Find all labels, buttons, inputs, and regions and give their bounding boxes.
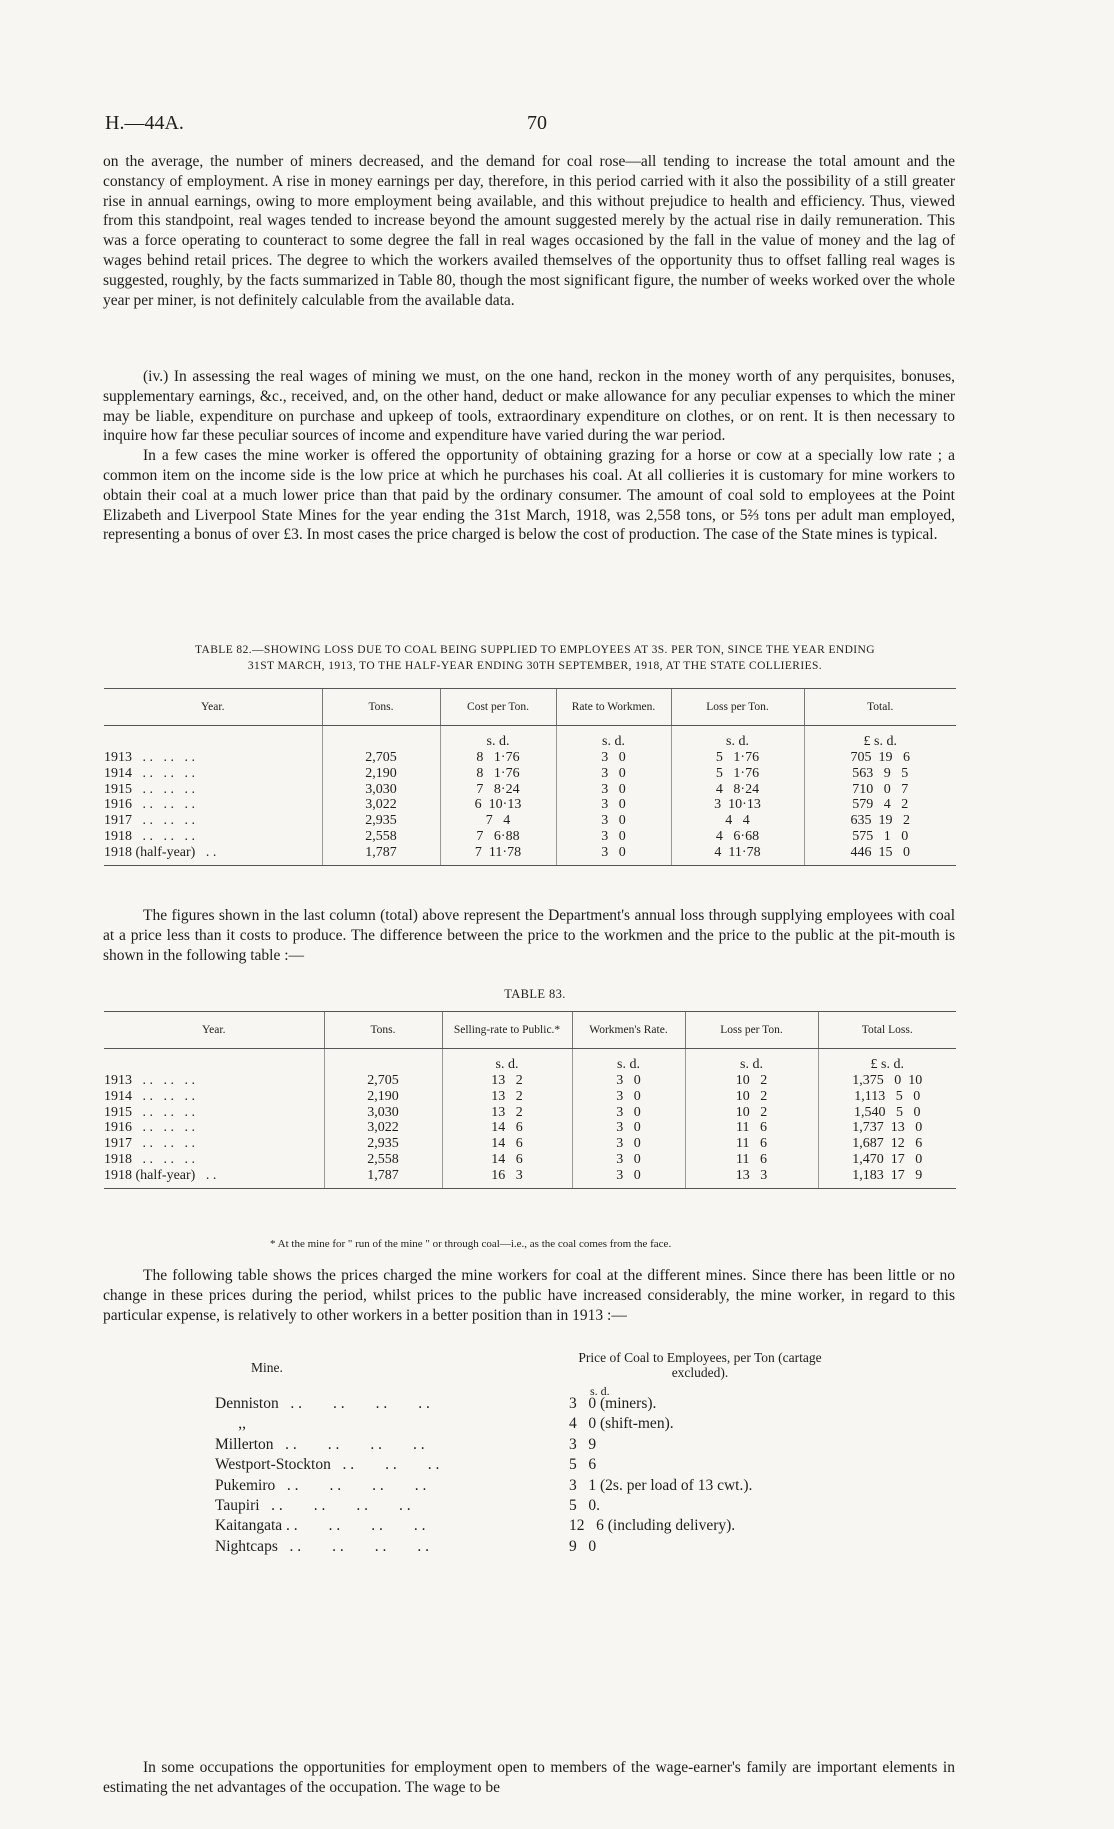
value-cell: 16 3	[442, 1168, 572, 1188]
value-cell: 705 19 6	[804, 750, 956, 766]
year-cell: 1917 . . . . . .	[104, 1136, 195, 1152]
value-cell: 7 11·78	[440, 845, 556, 865]
value-cell: 7 4	[440, 813, 556, 829]
value-cell: 3,030	[324, 1105, 442, 1121]
mine-name: Nightcaps . . . . . . . .	[215, 1537, 429, 1555]
list-item	[215, 1537, 915, 1557]
value-cell: 10 2	[685, 1089, 818, 1105]
value-cell: 8 1·76	[440, 750, 556, 766]
paragraph-top	[103, 152, 955, 310]
value-cell: 575 1 0	[804, 829, 956, 845]
value-cell: 3 0	[572, 1168, 685, 1188]
value-cell: 635 19 2	[804, 813, 956, 829]
value-cell: 579 4 2	[804, 797, 956, 813]
list-item	[215, 1394, 915, 1414]
table-row	[104, 1089, 956, 1105]
mine-price: 3 1 (2s. per load of 13 cwt.).	[569, 1476, 753, 1494]
mines-rows	[215, 1394, 915, 1557]
list-item	[215, 1455, 915, 1475]
table82-unit-cell: £ s. d.	[804, 726, 956, 751]
value-cell: 710 0 7	[804, 782, 956, 798]
year-cell: 1918 . . . . . .	[104, 828, 195, 844]
list-item	[215, 1496, 915, 1516]
value-cell: 2,558	[324, 1152, 442, 1168]
value-cell: 3 0	[572, 1136, 685, 1152]
paragraph-top-text: on the average, the number of miners decreased, and the demand for coal rose—all tending to increase the total amount and the constancy of employment. A rise in money earnings per day, therefore, in this period carried with it also the possibility of a still greater rise in annual earnings, owing to more employment being available, and this without prejudice to health and efficiency. Thus, viewed from this standpoint, real wages tended to increase beyond the amount suggested merely by the actual rise in daily remuneration. This was a force operating to counteract to some degree the fall in real wages occasioned by the fall in the value of money and the lag of wages behind retail prices. The degree to which the workers availed themselves of the opportunity thus to offset falling real wages is suggested, roughly, by the facts summarized in Table 80, though the most significant figure, the number of weeks worked over the whole year per miner, is not definitely calculable from the available data.	[103, 153, 955, 309]
value-cell: 2,705	[322, 750, 440, 766]
value-cell: 3 0	[572, 1105, 685, 1121]
mine-price: 5 6	[569, 1456, 597, 1474]
table-83	[104, 1011, 956, 1189]
value-cell: 10 2	[685, 1105, 818, 1121]
value-cell: 4 4	[671, 813, 804, 829]
mines-header-mine: Mine.	[251, 1360, 283, 1375]
list-item	[215, 1435, 915, 1455]
table-row	[104, 1105, 956, 1121]
table83-header-row	[104, 1012, 956, 1049]
value-cell: 14 6	[442, 1136, 572, 1152]
table82-header-year: Year.	[104, 689, 322, 726]
value-cell: 3,030	[322, 782, 440, 798]
value-cell: 3 0	[556, 782, 671, 798]
value-cell: 11 6	[685, 1120, 818, 1136]
value-cell: 2,705	[324, 1073, 442, 1089]
table83-unit-cell: s. d.	[572, 1049, 685, 1074]
table83-header-workmen-rate: Workmen's Rate.	[572, 1012, 685, 1049]
list-item	[215, 1476, 915, 1496]
value-cell: 11 6	[685, 1152, 818, 1168]
value-cell: 1,787	[322, 845, 440, 865]
year-cell: 1917 . . . . . .	[104, 813, 195, 829]
paragraph-iv	[103, 367, 955, 545]
table82-caption-line2: 31ST MARCH, 1913, TO THE HALF-YEAR ENDING 30TH SEPTEMBER, 1918, AT THE STATE COLLIERIES.	[247, 660, 823, 672]
paragraph-last	[103, 1758, 955, 1798]
year-cell: 1918 (half-year) . .	[104, 845, 322, 865]
paragraph-figures	[103, 906, 955, 965]
mine-name: Pukemiro . . . . . . . .	[215, 1476, 427, 1494]
year-cell: 1913 . . . . . .	[104, 1073, 195, 1088]
table-row	[104, 845, 956, 865]
table-row	[104, 813, 956, 829]
year-cell: 1914 . . . . . .	[104, 1088, 195, 1104]
value-cell: 3 0	[556, 829, 671, 845]
table83-header-selling-rate: Selling-rate to Public.*	[442, 1012, 572, 1049]
table82-units-row	[104, 726, 956, 751]
table82-unit-cell: s. d.	[671, 726, 804, 751]
value-cell: 2,935	[322, 813, 440, 829]
table82-header-tons: Tons.	[322, 689, 440, 726]
mine-price: 12 6 (including delivery).	[569, 1517, 736, 1535]
table83-header-tons: Tons.	[324, 1012, 442, 1049]
value-cell: 7 6·88	[440, 829, 556, 845]
table82-header-total: Total.	[804, 689, 956, 726]
table83-body	[104, 1049, 956, 1189]
table83-header-total-loss: Total Loss.	[818, 1012, 956, 1049]
table82-header-row	[104, 689, 956, 726]
value-cell: 1,113 5 0	[818, 1089, 956, 1105]
mine-name: Millerton . . . . . . . .	[215, 1435, 425, 1453]
year-cell: 1915 . . . . . .	[104, 1104, 195, 1120]
paragraph-last-text: In some occupations the opportunities for employment open to members of the wage-earner's family are important elements in estimating the net advantages of the occupation. The wage to be	[103, 1759, 955, 1796]
value-cell: 10 2	[685, 1073, 818, 1089]
table82-caption-line1: TABLE 82.—SHOWING LOSS DUE TO COAL BEING SUPPLIED TO EMPLOYEES AT 3S. PER TON, SINCE THE YEAR ENDING	[195, 644, 875, 656]
mine-price: 5 0.	[569, 1496, 600, 1514]
table-row	[104, 1073, 956, 1089]
table82-caption	[110, 642, 960, 674]
paragraph-figures-text: The figures shown in the last column (total) above represent the Department's annual loss through supplying employees with coal at a price less than it costs to produce. The difference between the price to the workmen and the price to the public at the pit-mouth is shown in the following table :—	[103, 907, 955, 964]
value-cell: 1,687 12 6	[818, 1136, 956, 1152]
mine-price: 3 0 (miners).	[569, 1395, 657, 1412]
value-cell: 1,375 0 10	[818, 1073, 956, 1089]
value-cell: 3 0	[572, 1089, 685, 1105]
value-cell: 13 2	[442, 1105, 572, 1121]
value-cell: 3 0	[556, 766, 671, 782]
value-cell: 3,022	[322, 797, 440, 813]
value-cell: 1,183 17 9	[818, 1168, 956, 1188]
year-cell: 1914 . . . . . .	[104, 765, 195, 781]
table83-units-row	[104, 1049, 956, 1074]
table82-header-rate: Rate to Workmen.	[556, 689, 671, 726]
value-cell: 3 0	[572, 1152, 685, 1168]
value-cell: 13 2	[442, 1073, 572, 1089]
table-row	[104, 750, 956, 766]
value-cell: 3 0	[556, 750, 671, 766]
year-cell: 1913 . . . . . .	[104, 750, 195, 765]
table-row	[104, 1168, 956, 1188]
value-cell: 563 9 5	[804, 766, 956, 782]
value-cell: 1,540 5 0	[818, 1105, 956, 1121]
paragraph-following	[103, 1266, 955, 1325]
table-row	[104, 1152, 956, 1168]
year-cell: 1916 . . . . . .	[104, 1120, 195, 1136]
paragraph-iv-text: (iv.) In assessing the real wages of mining we must, on the one hand, reckon in the money worth of any perquisites, bonuses, supplementary earnings, &c., received, and, on the other hand, deduct or make allowance for any peculiar expenses to which the miner may be liable, expenditure on purchase and upkeep of tools, extraordinary expenditure on clothes, or on rent. It is then necessary to inquire how far these peculiar sources of income and expenditure have varied during the war period.	[103, 368, 955, 445]
value-cell: 2,558	[322, 829, 440, 845]
table83-footnote: * At the mine for " run of the mine " or through coal—i.e., as the coal comes from the face.	[270, 1238, 672, 1250]
table82-body	[104, 726, 956, 866]
value-cell: 4 11·78	[671, 845, 804, 865]
list-item	[215, 1414, 915, 1434]
mines-units: s. d.	[590, 1384, 610, 1398]
paragraph-few-cases: In a few cases the mine worker is offered the opportunity of obtaining grazing for a horse or cow at a specially low rate ; a common item on the income side is the low price at which he purchases his coal. At all collieries it is customary for mine workers to obtain their coal at a much lower price than that paid by the ordinary consumer. The amount of coal sold to employees at the Point Elizabeth and Liverpool State Mines for the year ending the 31st March, 1918, was 2,558 tons, or 5⅔ tons per adult man employed, representing a bonus of over £3. In most cases the price charged is below the cost of production. The case of the State mines is typical.	[103, 447, 955, 544]
table82-unit-cell: s. d.	[556, 726, 671, 751]
table82-header-cost: Cost per Ton.	[440, 689, 556, 726]
table83-unit-cell	[324, 1049, 442, 1074]
year-cell: 1916 . . . . . .	[104, 797, 195, 813]
value-cell: 446 15 0	[804, 845, 956, 865]
value-cell: 2,190	[324, 1089, 442, 1105]
table-row	[104, 782, 956, 798]
year-cell: 1918 . . . . . .	[104, 1151, 195, 1167]
mine-price: 9 0	[569, 1537, 597, 1555]
value-cell: 2,190	[322, 766, 440, 782]
table82-unit-cell	[322, 726, 440, 751]
mine-name: Denniston . . . . . . . .	[215, 1395, 430, 1412]
page-number: 70	[527, 112, 547, 134]
value-cell: 6 10·13	[440, 797, 556, 813]
table82-unit-cell	[104, 726, 322, 751]
table-row	[104, 797, 956, 813]
value-cell: 3 0	[556, 845, 671, 865]
mine-name: ,,	[215, 1415, 246, 1433]
year-cell: 1918 (half-year) . .	[104, 1168, 324, 1188]
table83-header-year: Year.	[104, 1012, 324, 1049]
table83-unit-cell	[104, 1049, 324, 1074]
mine-name: Taupiri . . . . . . . .	[215, 1496, 411, 1514]
value-cell: 4 8·24	[671, 782, 804, 798]
mines-header	[215, 1350, 915, 1398]
document-reference: H.—44A.	[105, 112, 184, 134]
table83-unit-cell: s. d.	[685, 1049, 818, 1074]
table-82	[104, 688, 956, 866]
value-cell: 3 10·13	[671, 797, 804, 813]
value-cell: 13 2	[442, 1089, 572, 1105]
value-cell: 4 6·68	[671, 829, 804, 845]
mines-price-list	[215, 1350, 915, 1557]
value-cell: 3 0	[556, 813, 671, 829]
value-cell: 5 1·76	[671, 766, 804, 782]
value-cell: 14 6	[442, 1120, 572, 1136]
paragraph-following-text: The following table shows the prices charged the mine workers for coal at the different mines. Since there has been little or no change in these prices during the period, whilst prices to the public have increased considerably, the mine worker, in regard to this particular expense, is relatively to other workers in a better position than in 1913 :—	[103, 1267, 955, 1324]
table83-caption: TABLE 83.	[504, 987, 566, 1001]
list-item	[215, 1516, 915, 1536]
table83-unit-cell: s. d.	[442, 1049, 572, 1074]
table-row	[104, 1136, 956, 1152]
mine-price: 3 9	[569, 1435, 597, 1453]
value-cell: 11 6	[685, 1136, 818, 1152]
value-cell: 7 8·24	[440, 782, 556, 798]
mine-name: Kaitangata . . . . . . . .	[215, 1517, 426, 1535]
table83-header-loss: Loss per Ton.	[685, 1012, 818, 1049]
value-cell: 13 3	[685, 1168, 818, 1188]
value-cell: 2,935	[324, 1136, 442, 1152]
mine-price: 4 0 (shift-men).	[569, 1415, 674, 1433]
value-cell: 1,737 13 0	[818, 1120, 956, 1136]
value-cell: 5 1·76	[671, 750, 804, 766]
value-cell: 3,022	[324, 1120, 442, 1136]
table82-header-loss: Loss per Ton.	[671, 689, 804, 726]
year-cell: 1915 . . . . . .	[104, 781, 195, 797]
value-cell: 3 0	[572, 1120, 685, 1136]
value-cell: 14 6	[442, 1152, 572, 1168]
table-row	[104, 1120, 956, 1136]
mines-header-price: Price of Coal to Employees, per Ton (cartage excluded).	[578, 1350, 822, 1380]
table83-unit-cell: £ s. d.	[818, 1049, 956, 1074]
table82-unit-cell: s. d.	[440, 726, 556, 751]
mine-name: Westport-Stockton . . . . . .	[215, 1456, 440, 1474]
value-cell: 1,787	[324, 1168, 442, 1188]
value-cell: 1,470 17 0	[818, 1152, 956, 1168]
table-row	[104, 766, 956, 782]
value-cell: 3 0	[556, 797, 671, 813]
table-row	[104, 829, 956, 845]
value-cell: 3 0	[572, 1073, 685, 1089]
value-cell: 8 1·76	[440, 766, 556, 782]
